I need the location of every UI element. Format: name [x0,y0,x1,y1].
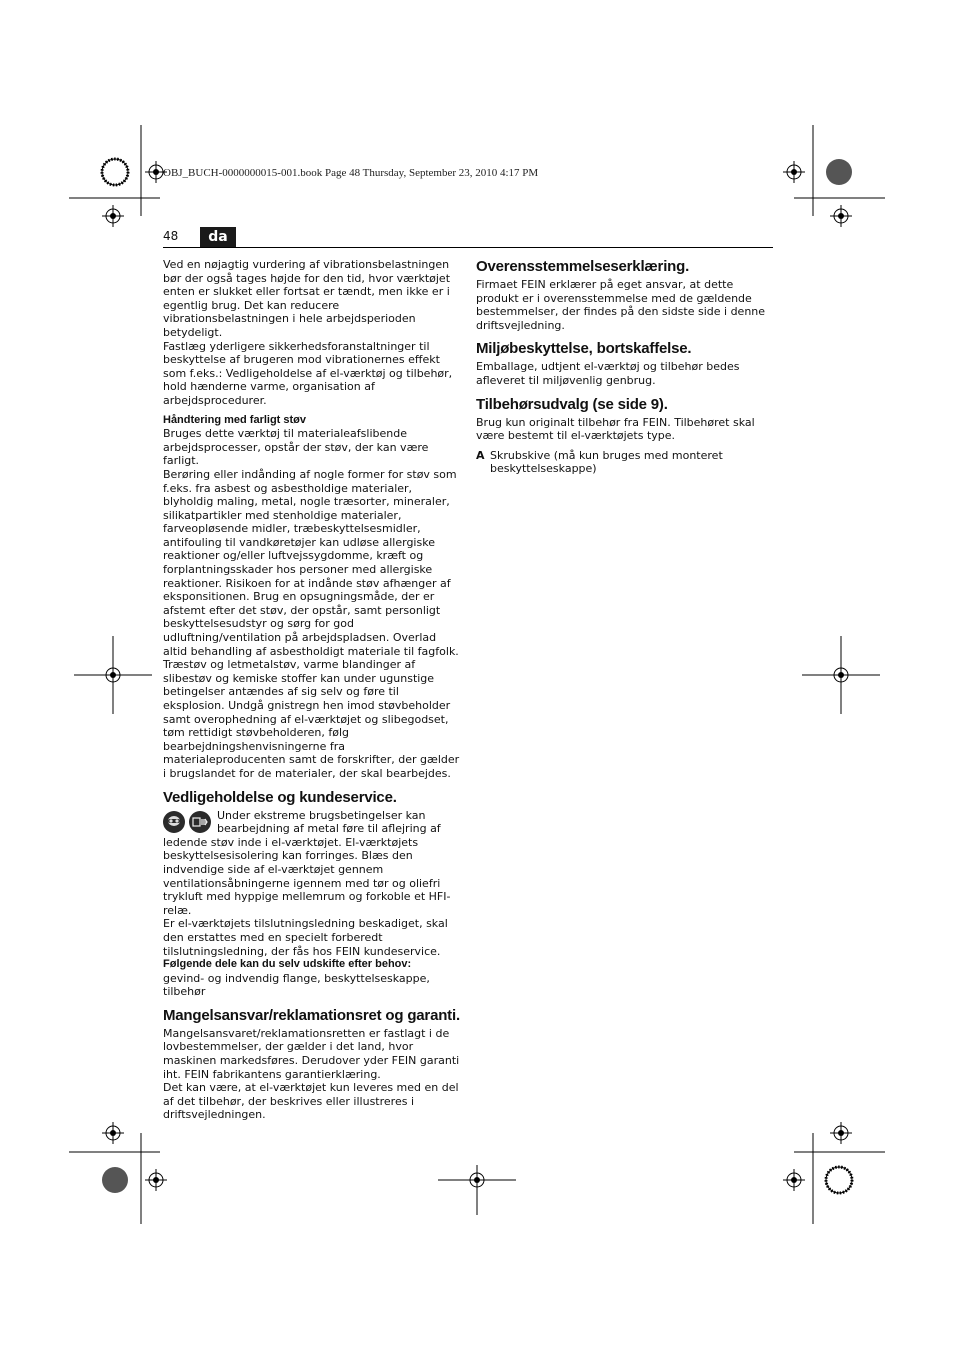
heading-environment: Miljøbeskyttelse, bortskaffelse. [476,340,692,358]
subheading-dust: Håndtering med farligt støv [163,413,307,426]
page-number: 48 [163,229,179,243]
color-wheel-icon [102,159,852,1193]
item-key: A [476,448,485,462]
paragraph: Brug kun originalt tilbehør fra FEIN. Tilbehøret skal være bestemt til el-værktøjets type. [476,415,755,443]
paragraph: Bruges dette værktøj til materialeafslibende arbejdsprocesser, opstår der støv, der kan være farligt. [163,427,429,468]
paragraph: Ved en nøjagtig vurdering af vibrationsbelastningen bør der også tages højde for den tid, hvor værktøjet enten er slukket eller fortsat er tændt, men ikke er i egentlig brug. Det kan reducere vibrationsbelastningen i hele arbejdsperioden betydeligt. [163,258,451,339]
paragraph: Mangelsansvaret/reklamationsretten er fastlagt i de lovbestemmelser, der gælder i det land, hvor maskinen markedsføres. Derudover yder FEIN garanti iht. FEIN fabrikantens garantierklæring. [163,1026,460,1081]
item-text: Skrubskive (må kun bruges med monteret beskyttelseskappe) [490,448,723,476]
paragraph: Træstøv og letmetalstøv, varme blandinger af slibestøv og kemiske stoffer kan under ugunstige betingelser antændes af sig selv og føre til eksplosion. Undgå gnistregn hen imod støvbeholder samt overophedning af el-værktøjet og slibegodset, tøm rettidigt støvbeholderen, følg bearbejdningshenvisningerne fra materialeproducenten samt de forskrifter, der gælder i brugslandet for de materialer, der skal bearbejdes. [163,658,460,780]
paragraph: gevind- og indvendig flange, beskyttelseskappe, tilbehør [163,971,430,999]
heading-conformity: Overensstemmelseserklæring. [476,258,690,275]
print-slug: OBJ_BUCH-0000000015-001.book Page 48 Thursday, September 23, 2010 4:17 PM [163,167,539,179]
paragraph: Firmaet FEIN erklærer på eget ansvar, at dette produkt er i overensstemmelse med de gældende bestemmelser, der findes på den sidste side i denne driftsvejledning. [476,278,766,332]
heading-warranty: Mangelsansvar/reklamationsret og garanti. [163,1006,460,1024]
paragraph: Emballage, udtjent el-værktøj og tilbehør bedes afleveret til miljøvenlig genbrug. [476,360,740,387]
heading-accessories: Tilbehørsudvalg (se side 9). [476,395,668,413]
language-badge: da [200,227,236,247]
paragraph: Fastlæg yderligere sikkerhedsforanstaltninger til beskyttelse af brugeren mod vibrationernes effekt som f.eks.: Vedligeholdelse af el-værktøj og tilbehør, hold hænderne varme, organisation af arbejdsprocedurer. [163,339,453,407]
paragraph: Er el-værktøjets tilslutningsledning beskadiget, skal den erstattes med en specielt forberedt tilslutningsledning, der fås hos FEIN kundeservice. [163,917,448,958]
paragraph: Under ekstreme brugsbetingelser kan bearbejdning af metal føre til aflejring af ledende støv inde i el-værktøjet. El-værktøjets beskyttelsesisolering kan forringes. Blæs den indvendige side af el-værktøjet gennem ventilationsåbningerne igennem med tør og oliefri trykluft med hyppige mellemrum og forkoble et HFI-relæ. [163,808,451,917]
subheading-parts: Følgende dele kan du selv udskifte efter behov: [163,958,412,971]
paragraph: Det kan være, at el-værktøjet kun leveres med en del af det tilbehør, der beskrives eller illustreres i driftsvejledningen. [163,1081,459,1122]
paragraph: Berøring eller indånding af nogle former for støv som f.eks. fra asbest og asbestholdige materialer, blyholdig maling, metal, nogle træsorter, mineraler, silikatpartikler med stenholdige materialer, farveopløsende midler, træbeskyttelsesmidler, antifouling til vandkøretøjer kan udløse allergiske reaktioner og/eller luftvejssygdomme, kræft og forplantningsskader hos personer med allergiske reaktioner. Risikoen for at indånde støv afhænger af eksponsitionen. Brug en opsugningsmåde, der er afstemt efter det støv, der opstår, samt personligt beskyttelsesudstyr og sørg for god udluftning/ventilation på arbejdspladsen. Overlad altid behandling af asbestholdigt materiale til fagfolk. [163,467,459,658]
heading-maintenance: Vedligeholdelse og kundeservice. [163,788,397,806]
